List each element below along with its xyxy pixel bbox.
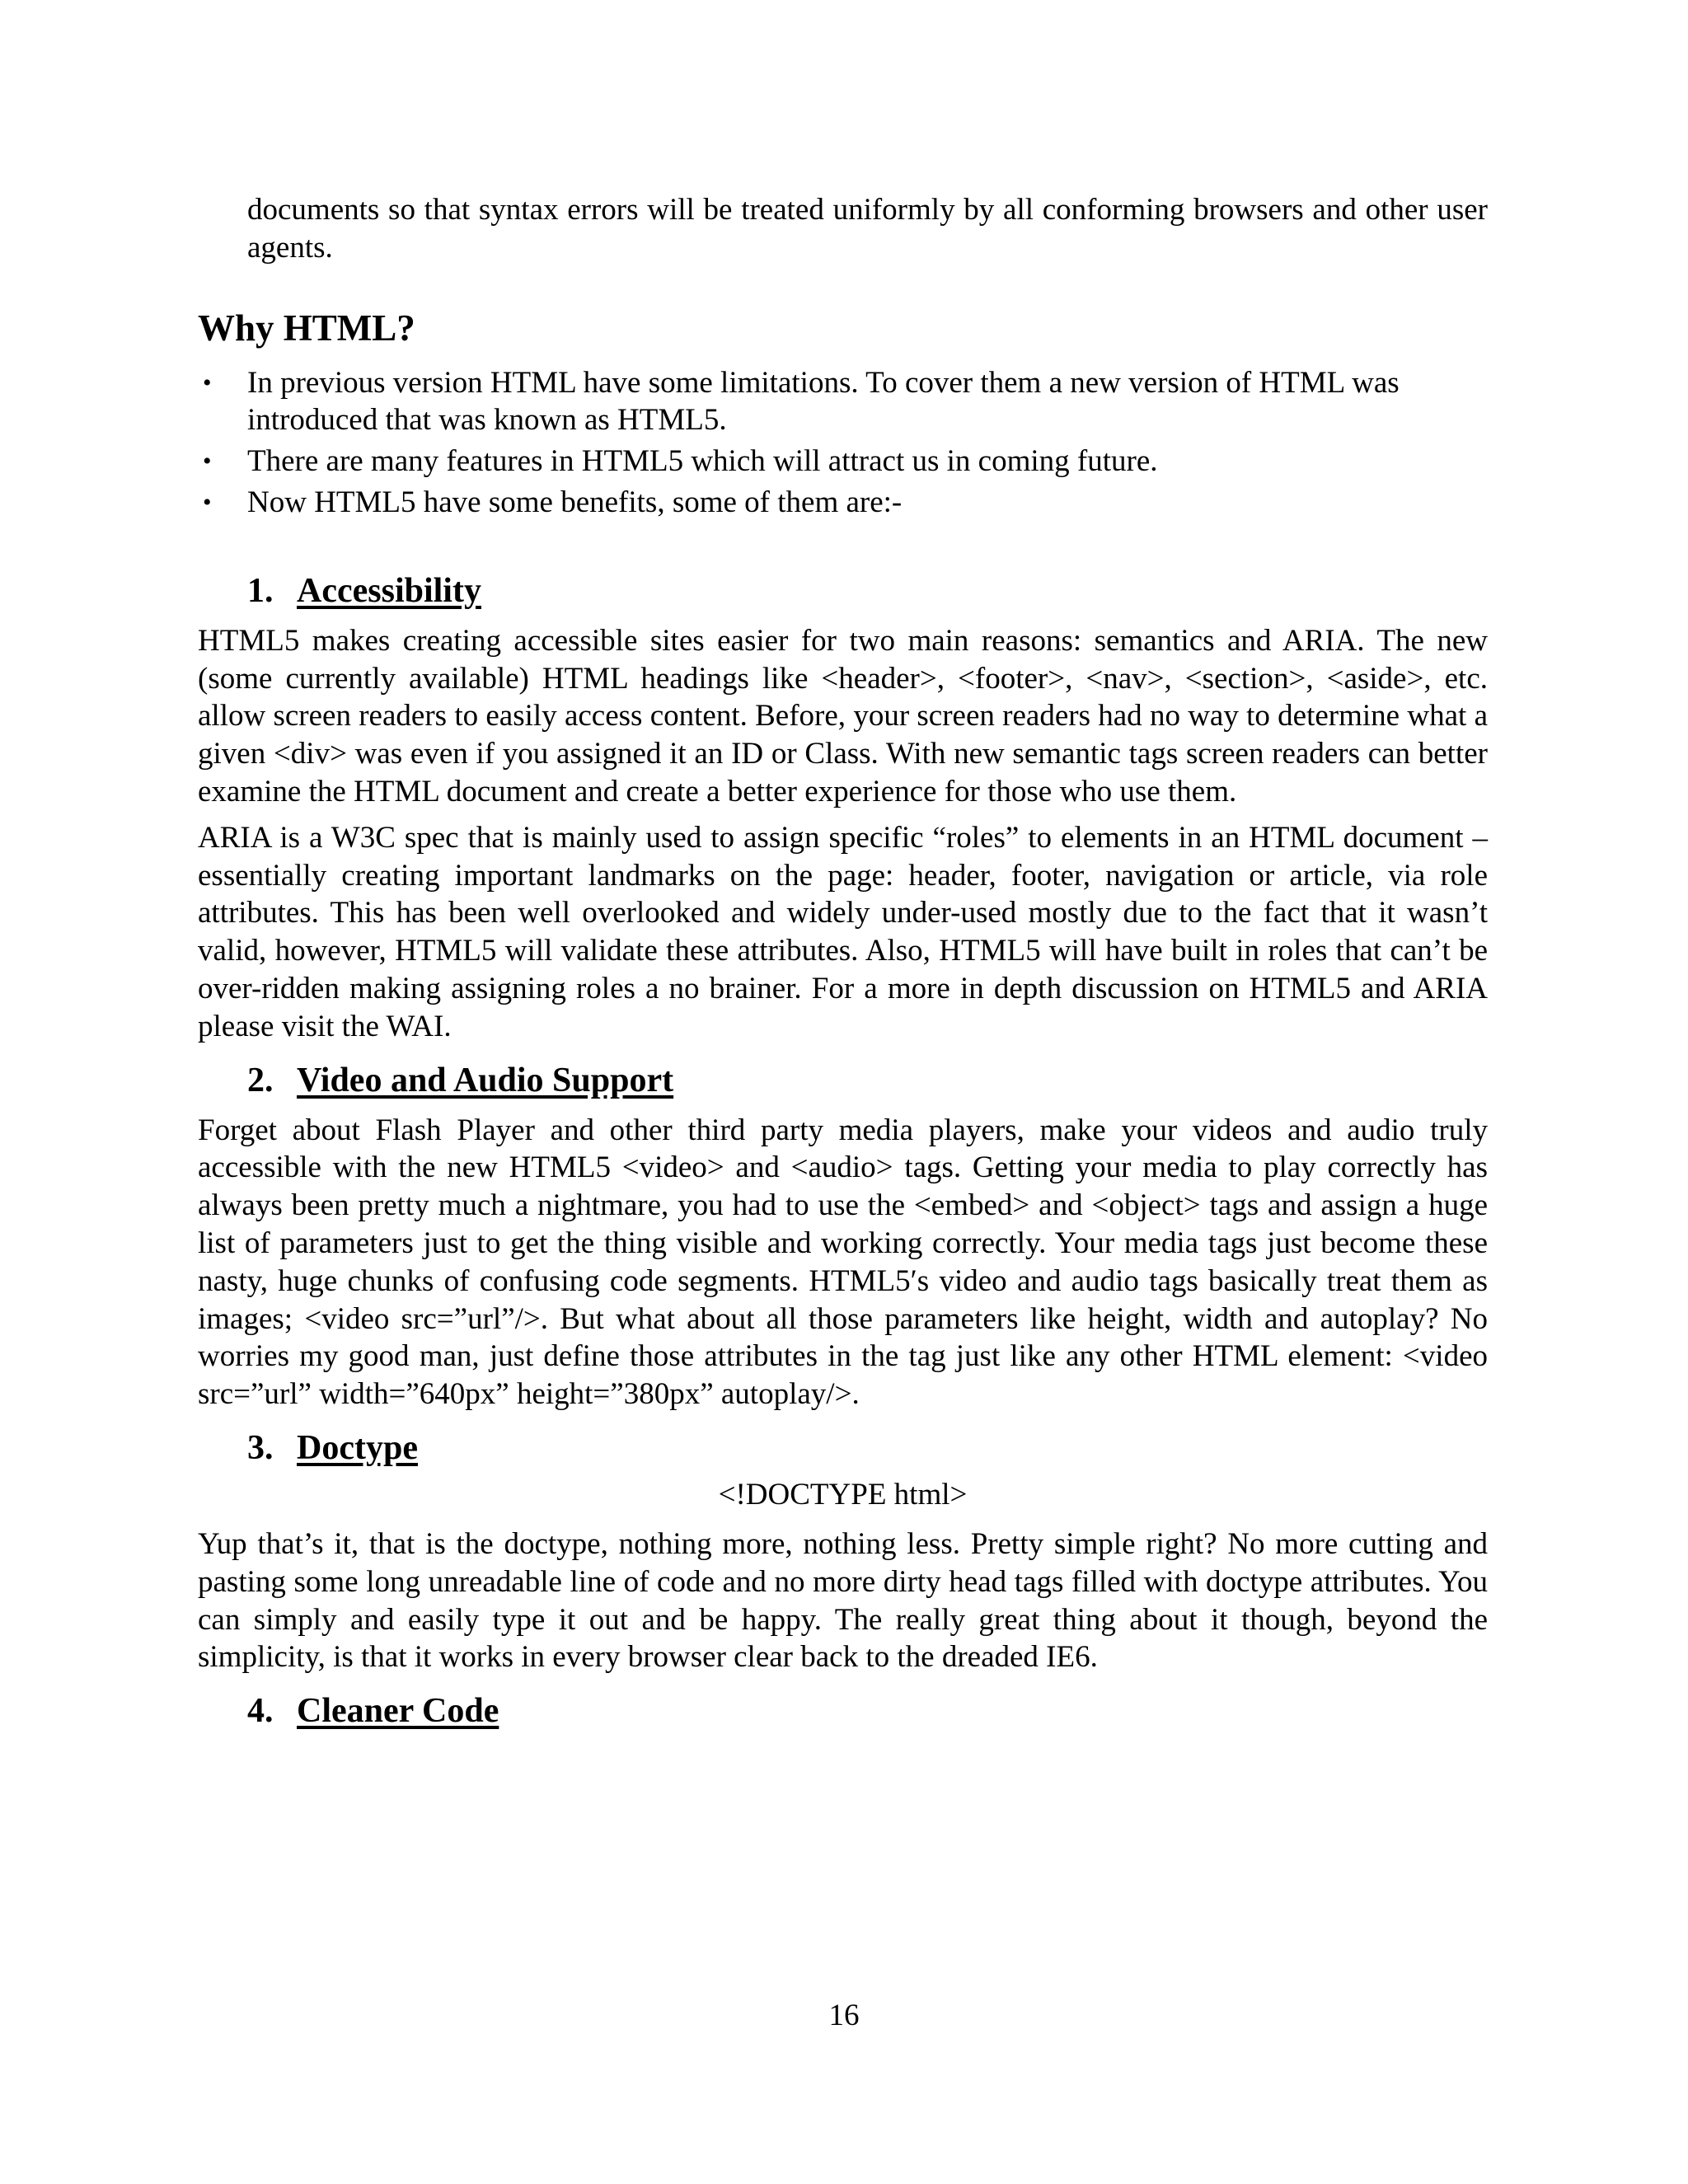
doctype-paragraph: Yup that’s it, that is the doctype, nothing more, nothing less. Pretty simple right? No more cutting and pasting some long unreadable line of code and no more dirty head tags filled with doctype attributes. You can simply and easily type it out and be happy. The really great thing about it though, beyond the simplicity, is that it works in every browser clear back to the dreaded IE6. — [198, 1526, 1488, 1675]
bullet-icon: • — [203, 448, 212, 476]
why-html-heading: Why HTML? — [198, 307, 415, 349]
section-title: Cleaner Code — [297, 1692, 499, 1731]
section-title: Accessibility — [297, 571, 481, 610]
section-heading-doctype — [247, 1425, 1488, 1471]
section-title: Doctype — [297, 1428, 418, 1467]
section-title: Video and Audio Support — [297, 1061, 674, 1099]
section-number: 3. — [247, 1428, 274, 1467]
bullet-text: Now HTML5 have some benefits, some of them are:- — [247, 485, 903, 519]
bullet-item — [198, 364, 1488, 440]
section-heading-video-audio — [247, 1057, 1488, 1104]
bullet-icon: • — [203, 488, 212, 516]
intro-paragraph: documents so that syntax errors will be treated uniformly by all conforming browsers and other user agents. — [247, 193, 1488, 265]
section-heading-accessibility — [247, 568, 1488, 614]
bullet-text: There are many features in HTML5 which will attract us in coming future. — [247, 444, 1158, 479]
section-number: 2. — [247, 1061, 274, 1099]
section-number: 4. — [247, 1692, 274, 1731]
accessibility-paragraph-1: HTML5 makes creating accessible sites easier for two main reasons: semantics and ARIA. The new (some currently available) HTML headings like <header>, <footer>, <nav>, <section>, <aside>, etc. allow screen readers to easily access content. Before, your screen readers had no way to determine what a given <div> was even if you assigned it an ID or Class. With new semantic tags screen readers can better examine the HTML document and create a better experience for those who use them. — [198, 623, 1488, 808]
bullet-text: In previous version HTML have some limitations. To cover them a new version of HTML was introduced that was known as HTML5. — [247, 365, 1400, 438]
doctype-code-line: <!DOCTYPE html> — [718, 1477, 968, 1511]
bullet-list — [198, 364, 1488, 522]
page-number: 16 — [828, 1999, 860, 2032]
video-audio-paragraph: Forget about Flash Player and other third party media players, make your videos and audio truly accessible with the new HTML5 <video> and <audio> tags. Getting your media to play correctly has always been pretty much a nightmare, you had to use the <embed> and <object> tags and assign a huge list of parameters just to get the thing visible and working correctly. Your media tags just become these nasty, huge chunks of confusing code segments. HTML5′s video and audio tags basically treat them as images; <video src=”url”/>. But what about all those parameters like height, width and autoplay? No worries my good man, just define those attributes in the tag just like any other HTML element: <video src=”url” width=”640px” height=”380px” autoplay/>. — [198, 1113, 1488, 1412]
section-number: 1. — [247, 571, 274, 610]
accessibility-paragraph-2: ARIA is a W3C spec that is mainly used to assign specific “roles” to elements in an HTML document – essentially creating important landmarks on the page: header, footer, navigation or article, via role attributes. This has been well overlooked and widely under-used mostly due to the fact that it wasn’t valid, however, HTML5 will validate these attributes. Also, HTML5 will have built in roles that can’t be over-ridden making assigning roles a no brainer. For a more in depth discussion on HTML5 and ARIA please visit the WAI. — [198, 820, 1488, 1043]
bullet-item — [198, 484, 1488, 522]
bullet-item — [198, 443, 1488, 480]
section-heading-cleaner-code — [247, 1688, 1488, 1734]
document-page — [198, 191, 1488, 1734]
bullet-icon: • — [203, 368, 212, 396]
